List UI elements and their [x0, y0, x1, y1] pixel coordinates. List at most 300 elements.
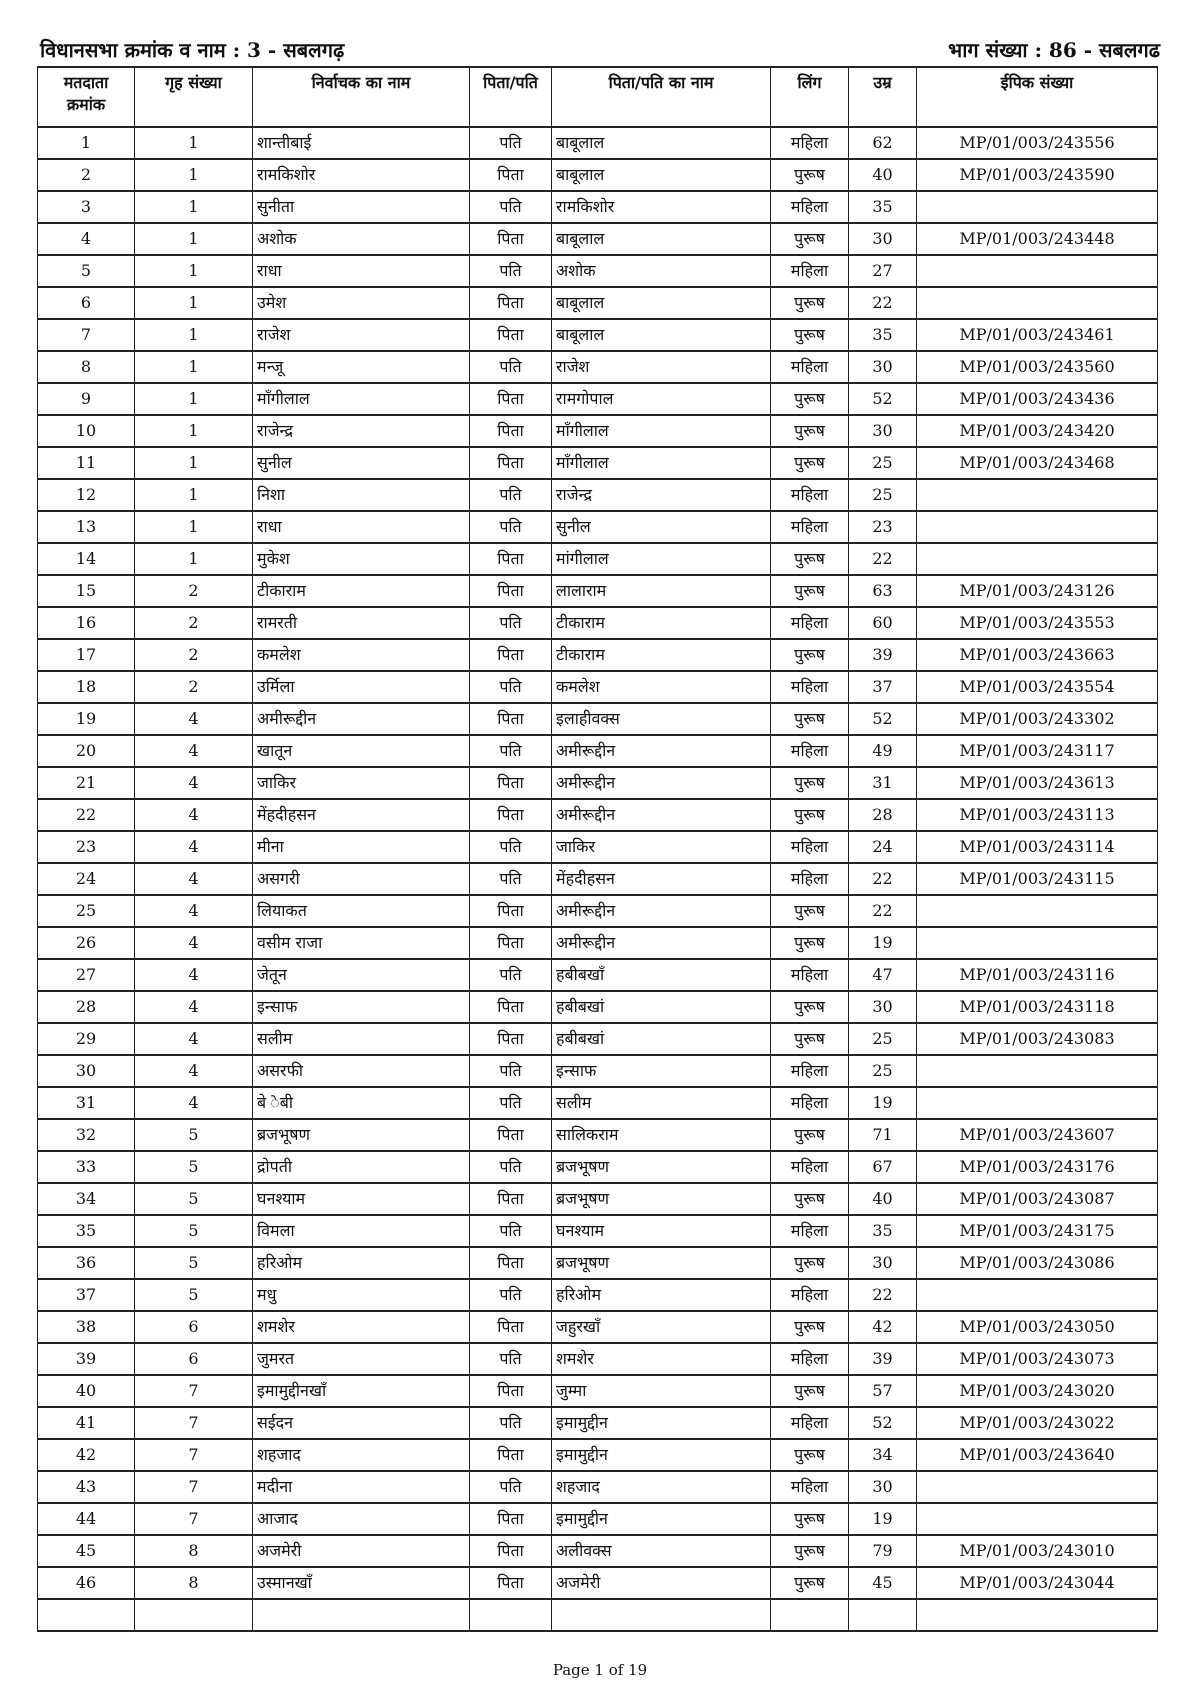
elector-name-cell: रामकिशोर	[253, 159, 470, 191]
table-row	[38, 1183, 1158, 1215]
relation-cell: पति	[470, 1215, 552, 1247]
relation-cell: पिता	[470, 1183, 552, 1215]
serial-cell: 36	[38, 1247, 135, 1279]
relative-name-cell: मेंहदीहसन	[552, 863, 771, 895]
epic-cell	[917, 1055, 1158, 1087]
epic-cell	[917, 1471, 1158, 1503]
serial-cell: 5	[38, 255, 135, 287]
age-cell: 42	[849, 1311, 917, 1343]
table-row	[38, 255, 1158, 287]
gender-cell: महिला	[771, 1151, 849, 1183]
gender-cell: पुरूष	[771, 703, 849, 735]
relative-name-cell: हरिओम	[552, 1279, 771, 1311]
house-cell: 2	[135, 671, 253, 703]
serial-cell: 7	[38, 319, 135, 351]
elector-name-cell: राधा	[253, 255, 470, 287]
age-cell: 25	[849, 1023, 917, 1055]
empty-cell	[849, 1599, 917, 1631]
age-cell: 40	[849, 159, 917, 191]
elector-name-cell: हरिओम	[253, 1247, 470, 1279]
gender-cell: महिला	[771, 831, 849, 863]
gender-cell: महिला	[771, 127, 849, 159]
house-cell: 4	[135, 1023, 253, 1055]
serial-cell: 34	[38, 1183, 135, 1215]
relative-name-cell: अजमेरी	[552, 1567, 771, 1599]
voter-table	[37, 66, 1158, 1632]
age-cell: 47	[849, 959, 917, 991]
serial-cell: 42	[38, 1439, 135, 1471]
epic-cell	[917, 191, 1158, 223]
gender-cell: पुरूष	[771, 159, 849, 191]
table-row	[38, 1407, 1158, 1439]
table-row	[38, 1087, 1158, 1119]
elector-name-cell: जाकिर	[253, 767, 470, 799]
house-cell: 1	[135, 159, 253, 191]
relative-name-cell: हबीबखां	[552, 991, 771, 1023]
empty-cell	[771, 1599, 849, 1631]
epic-cell: MP/01/003/243086	[917, 1247, 1158, 1279]
table-row	[38, 319, 1158, 351]
elector-name-cell: मुकेश	[253, 543, 470, 575]
table-row	[38, 607, 1158, 639]
relation-cell: पति	[470, 1055, 552, 1087]
epic-cell	[917, 895, 1158, 927]
house-cell: 7	[135, 1503, 253, 1535]
elector-name-cell: सुनील	[253, 447, 470, 479]
relation-cell: पिता	[470, 383, 552, 415]
table-row	[38, 1279, 1158, 1311]
relative-name-cell: राजेन्द्र	[552, 479, 771, 511]
house-cell: 4	[135, 895, 253, 927]
elector-name-cell: बे ेबी	[253, 1087, 470, 1119]
age-cell: 23	[849, 511, 917, 543]
elector-name-cell: जेतून	[253, 959, 470, 991]
column-header: पिता/पति	[470, 67, 552, 127]
relation-cell: पिता	[470, 767, 552, 799]
age-cell: 30	[849, 1247, 917, 1279]
elector-name-cell: इन्साफ	[253, 991, 470, 1023]
column-header: गृह संख्या	[135, 67, 253, 127]
gender-cell: पुरूष	[771, 1567, 849, 1599]
elector-name-cell: राजेन्द्र	[253, 415, 470, 447]
age-cell: 62	[849, 127, 917, 159]
gender-cell: पुरूष	[771, 447, 849, 479]
age-cell: 30	[849, 415, 917, 447]
relative-name-cell: कमलेश	[552, 671, 771, 703]
gender-cell: महिला	[771, 671, 849, 703]
relative-name-cell: बाबूलाल	[552, 223, 771, 255]
relative-name-cell: सुनील	[552, 511, 771, 543]
elector-name-cell: मदीना	[253, 1471, 470, 1503]
table-row	[38, 223, 1158, 255]
relation-cell: पिता	[470, 1375, 552, 1407]
gender-cell: पुरूष	[771, 639, 849, 671]
age-cell: 25	[849, 1055, 917, 1087]
serial-cell: 23	[38, 831, 135, 863]
serial-cell: 24	[38, 863, 135, 895]
house-cell: 5	[135, 1183, 253, 1215]
relative-name-cell: इलाहीवक्स	[552, 703, 771, 735]
relative-name-cell: इमामुद्दीन	[552, 1407, 771, 1439]
gender-cell: पुरूष	[771, 287, 849, 319]
elector-name-cell: अशोक	[253, 223, 470, 255]
house-cell: 2	[135, 575, 253, 607]
serial-cell: 35	[38, 1215, 135, 1247]
age-cell: 30	[849, 351, 917, 383]
serial-cell: 6	[38, 287, 135, 319]
elector-name-cell: द्रोपती	[253, 1151, 470, 1183]
age-cell: 37	[849, 671, 917, 703]
table-row	[38, 1375, 1158, 1407]
elector-name-cell: सईदन	[253, 1407, 470, 1439]
house-cell: 2	[135, 639, 253, 671]
relative-name-cell: हबीबखां	[552, 1023, 771, 1055]
age-cell: 45	[849, 1567, 917, 1599]
relation-cell: पति	[470, 1279, 552, 1311]
serial-cell: 17	[38, 639, 135, 671]
age-cell: 22	[849, 863, 917, 895]
serial-cell: 20	[38, 735, 135, 767]
elector-name-cell: राधा	[253, 511, 470, 543]
table-row	[38, 927, 1158, 959]
epic-cell: MP/01/003/243640	[917, 1439, 1158, 1471]
house-cell: 4	[135, 799, 253, 831]
serial-cell: 38	[38, 1311, 135, 1343]
house-cell: 4	[135, 735, 253, 767]
relative-name-cell: जहुरखाँ	[552, 1311, 771, 1343]
relation-cell: पति	[470, 1087, 552, 1119]
house-cell: 4	[135, 991, 253, 1023]
house-cell: 4	[135, 927, 253, 959]
elector-name-cell: लियाकत	[253, 895, 470, 927]
relative-name-cell: अमीरूद्दीन	[552, 735, 771, 767]
relative-name-cell: शहजाद	[552, 1471, 771, 1503]
serial-cell: 25	[38, 895, 135, 927]
house-cell: 4	[135, 863, 253, 895]
serial-cell: 1	[38, 127, 135, 159]
relation-cell: पिता	[470, 703, 552, 735]
house-cell: 6	[135, 1311, 253, 1343]
table-row	[38, 127, 1158, 159]
empty-cell	[38, 1599, 135, 1631]
table-row	[38, 511, 1158, 543]
serial-cell: 21	[38, 767, 135, 799]
serial-cell: 40	[38, 1375, 135, 1407]
epic-cell: MP/01/003/243560	[917, 351, 1158, 383]
age-cell: 57	[849, 1375, 917, 1407]
relative-name-cell: हबीबखाँ	[552, 959, 771, 991]
elector-name-cell: जुमरत	[253, 1343, 470, 1375]
relative-name-cell: माँगीलाल	[552, 447, 771, 479]
age-cell: 30	[849, 991, 917, 1023]
table-row	[38, 703, 1158, 735]
epic-cell: MP/01/003/243020	[917, 1375, 1158, 1407]
relative-name-cell: बाबूलाल	[552, 287, 771, 319]
table-row	[38, 895, 1158, 927]
table-row	[38, 1215, 1158, 1247]
relation-cell: पिता	[470, 895, 552, 927]
serial-cell: 8	[38, 351, 135, 383]
relative-name-cell: सलीम	[552, 1087, 771, 1119]
table-row	[38, 799, 1158, 831]
elector-name-cell: सुनीता	[253, 191, 470, 223]
gender-cell: पुरूष	[771, 1311, 849, 1343]
relative-name-cell: शमशेर	[552, 1343, 771, 1375]
elector-name-cell: ब्रजभूषण	[253, 1119, 470, 1151]
relation-cell: पिता	[470, 991, 552, 1023]
elector-name-cell: वसीम राजा	[253, 927, 470, 959]
relative-name-cell: माँगीलाल	[552, 415, 771, 447]
age-cell: 39	[849, 639, 917, 671]
relation-cell: पिता	[470, 927, 552, 959]
serial-cell: 27	[38, 959, 135, 991]
serial-cell: 29	[38, 1023, 135, 1055]
relative-name-cell: अलीवक्स	[552, 1535, 771, 1567]
house-cell: 1	[135, 447, 253, 479]
table-row	[38, 1567, 1158, 1599]
house-cell: 1	[135, 351, 253, 383]
relation-cell: पिता	[470, 223, 552, 255]
gender-cell: महिला	[771, 1055, 849, 1087]
table-row	[38, 1247, 1158, 1279]
relation-cell: पति	[470, 127, 552, 159]
serial-cell: 16	[38, 607, 135, 639]
house-cell: 5	[135, 1215, 253, 1247]
epic-cell: MP/01/003/243115	[917, 863, 1158, 895]
relation-cell: पिता	[470, 159, 552, 191]
gender-cell: महिला	[771, 191, 849, 223]
age-cell: 52	[849, 383, 917, 415]
elector-name-cell: अमीरूद्दीन	[253, 703, 470, 735]
elector-name-cell: इमामुद्दीनखाँ	[253, 1375, 470, 1407]
relation-cell: पति	[470, 831, 552, 863]
relation-cell: पिता	[470, 1503, 552, 1535]
relative-name-cell: अमीरूद्दीन	[552, 799, 771, 831]
elector-name-cell: शमशेर	[253, 1311, 470, 1343]
house-cell: 4	[135, 831, 253, 863]
age-cell: 49	[849, 735, 917, 767]
relative-name-cell: ब्रजभूषण	[552, 1183, 771, 1215]
relation-cell: पति	[470, 607, 552, 639]
table-row	[38, 831, 1158, 863]
gender-cell: महिला	[771, 1407, 849, 1439]
serial-cell: 10	[38, 415, 135, 447]
serial-cell: 2	[38, 159, 135, 191]
relative-name-cell: टीकाराम	[552, 639, 771, 671]
house-cell: 1	[135, 543, 253, 575]
gender-cell: पुरूष	[771, 319, 849, 351]
relative-name-cell: इन्साफ	[552, 1055, 771, 1087]
age-cell: 19	[849, 927, 917, 959]
relation-cell: पिता	[470, 1311, 552, 1343]
house-cell: 1	[135, 319, 253, 351]
gender-cell: महिला	[771, 735, 849, 767]
part-number: भाग संख्या : 86 - सबलगढ	[948, 38, 1160, 62]
serial-cell: 26	[38, 927, 135, 959]
gender-cell: पुरूष	[771, 799, 849, 831]
table-row	[38, 415, 1158, 447]
relation-cell: पति	[470, 735, 552, 767]
age-cell: 35	[849, 1215, 917, 1247]
elector-name-cell: असगरी	[253, 863, 470, 895]
relation-cell: पिता	[470, 415, 552, 447]
epic-cell	[917, 479, 1158, 511]
age-cell: 63	[849, 575, 917, 607]
serial-cell: 37	[38, 1279, 135, 1311]
epic-cell	[917, 543, 1158, 575]
age-cell: 39	[849, 1343, 917, 1375]
age-cell: 40	[849, 1183, 917, 1215]
house-cell: 4	[135, 1087, 253, 1119]
relative-name-cell: अशोक	[552, 255, 771, 287]
relation-cell: पति	[470, 479, 552, 511]
gender-cell: पुरूष	[771, 1119, 849, 1151]
epic-cell	[917, 287, 1158, 319]
empty-cell	[135, 1599, 253, 1631]
relative-name-cell: टीकाराम	[552, 607, 771, 639]
house-cell: 1	[135, 287, 253, 319]
age-cell: 31	[849, 767, 917, 799]
house-cell: 1	[135, 415, 253, 447]
table-row	[38, 1503, 1158, 1535]
age-cell: 27	[849, 255, 917, 287]
epic-cell: MP/01/003/243083	[917, 1023, 1158, 1055]
relative-name-cell: लालाराम	[552, 575, 771, 607]
relation-cell: पिता	[470, 319, 552, 351]
table-row	[38, 735, 1158, 767]
gender-cell: पुरूष	[771, 991, 849, 1023]
epic-cell	[917, 1087, 1158, 1119]
column-header: मतदाता क्रमांक	[38, 67, 135, 127]
age-cell: 71	[849, 1119, 917, 1151]
age-cell: 60	[849, 607, 917, 639]
age-cell: 22	[849, 1279, 917, 1311]
age-cell: 28	[849, 799, 917, 831]
house-cell: 5	[135, 1151, 253, 1183]
epic-cell	[917, 1503, 1158, 1535]
age-cell: 25	[849, 479, 917, 511]
serial-cell: 46	[38, 1567, 135, 1599]
serial-cell: 45	[38, 1535, 135, 1567]
gender-cell: महिला	[771, 1087, 849, 1119]
epic-cell: MP/01/003/243114	[917, 831, 1158, 863]
relative-name-cell: मांगीलाल	[552, 543, 771, 575]
relation-cell: पिता	[470, 1119, 552, 1151]
table-row	[38, 1343, 1158, 1375]
table-row	[38, 1471, 1158, 1503]
serial-cell: 39	[38, 1343, 135, 1375]
elector-name-cell: टीकाराम	[253, 575, 470, 607]
relative-name-cell: बाबूलाल	[552, 319, 771, 351]
serial-cell: 4	[38, 223, 135, 255]
table-header-row	[38, 67, 1158, 127]
gender-cell: पुरूष	[771, 1375, 849, 1407]
serial-cell: 43	[38, 1471, 135, 1503]
age-cell: 52	[849, 1407, 917, 1439]
table-row	[38, 1151, 1158, 1183]
table-filler-row	[38, 1599, 1158, 1631]
house-cell: 1	[135, 383, 253, 415]
relation-cell: पिता	[470, 1247, 552, 1279]
relation-cell: पति	[470, 351, 552, 383]
house-cell: 5	[135, 1279, 253, 1311]
gender-cell: पुरूष	[771, 1503, 849, 1535]
serial-cell: 32	[38, 1119, 135, 1151]
table-row	[38, 159, 1158, 191]
elector-name-cell: उस्मानखाँ	[253, 1567, 470, 1599]
gender-cell: पुरूष	[771, 383, 849, 415]
epic-cell: MP/01/003/243663	[917, 639, 1158, 671]
empty-cell	[470, 1599, 552, 1631]
relative-name-cell: ब्रजभूषण	[552, 1247, 771, 1279]
epic-cell: MP/01/003/243448	[917, 223, 1158, 255]
column-header: लिंग	[771, 67, 849, 127]
epic-cell: MP/01/003/243590	[917, 159, 1158, 191]
elector-name-cell: आजाद	[253, 1503, 470, 1535]
column-header: उम्र	[849, 67, 917, 127]
relation-cell: पिता	[470, 1567, 552, 1599]
page-footer: Page 1 of 19	[552, 1661, 648, 1679]
constituency-title: विधानसभा क्रमांक व नाम : 3 - सबलगढ़	[40, 38, 345, 62]
serial-cell: 18	[38, 671, 135, 703]
house-cell: 7	[135, 1375, 253, 1407]
house-cell: 4	[135, 1055, 253, 1087]
gender-cell: महिला	[771, 1279, 849, 1311]
relation-cell: पिता	[470, 1439, 552, 1471]
gender-cell: पुरूष	[771, 1023, 849, 1055]
epic-cell: MP/01/003/243176	[917, 1151, 1158, 1183]
relative-name-cell: राजेश	[552, 351, 771, 383]
serial-cell: 44	[38, 1503, 135, 1535]
column-header: ईपिक संख्या	[917, 67, 1158, 127]
table-row	[38, 671, 1158, 703]
house-cell: 6	[135, 1343, 253, 1375]
relation-cell: पिता	[470, 1023, 552, 1055]
gender-cell: महिला	[771, 255, 849, 287]
relative-name-cell: रामगोपाल	[552, 383, 771, 415]
epic-cell: MP/01/003/243553	[917, 607, 1158, 639]
table-row	[38, 351, 1158, 383]
table-row	[38, 1119, 1158, 1151]
gender-cell: महिला	[771, 607, 849, 639]
gender-cell: महिला	[771, 959, 849, 991]
serial-cell: 31	[38, 1087, 135, 1119]
age-cell: 30	[849, 223, 917, 255]
relation-cell: पिता	[470, 287, 552, 319]
serial-cell: 15	[38, 575, 135, 607]
epic-cell: MP/01/003/243113	[917, 799, 1158, 831]
epic-cell: MP/01/003/243175	[917, 1215, 1158, 1247]
epic-cell: MP/01/003/243556	[917, 127, 1158, 159]
relation-cell: पिता	[470, 447, 552, 479]
relation-cell: पति	[470, 1407, 552, 1439]
epic-cell: MP/01/003/243126	[917, 575, 1158, 607]
relative-name-cell: घनश्याम	[552, 1215, 771, 1247]
age-cell: 24	[849, 831, 917, 863]
age-cell: 19	[849, 1503, 917, 1535]
serial-cell: 11	[38, 447, 135, 479]
relative-name-cell: जुम्मा	[552, 1375, 771, 1407]
gender-cell: महिला	[771, 1215, 849, 1247]
table-row	[38, 1311, 1158, 1343]
age-cell: 30	[849, 1471, 917, 1503]
age-cell: 19	[849, 1087, 917, 1119]
gender-cell: पुरूष	[771, 1247, 849, 1279]
epic-cell: MP/01/003/243607	[917, 1119, 1158, 1151]
epic-cell: MP/01/003/243554	[917, 671, 1158, 703]
relation-cell: पिता	[470, 575, 552, 607]
house-cell: 2	[135, 607, 253, 639]
